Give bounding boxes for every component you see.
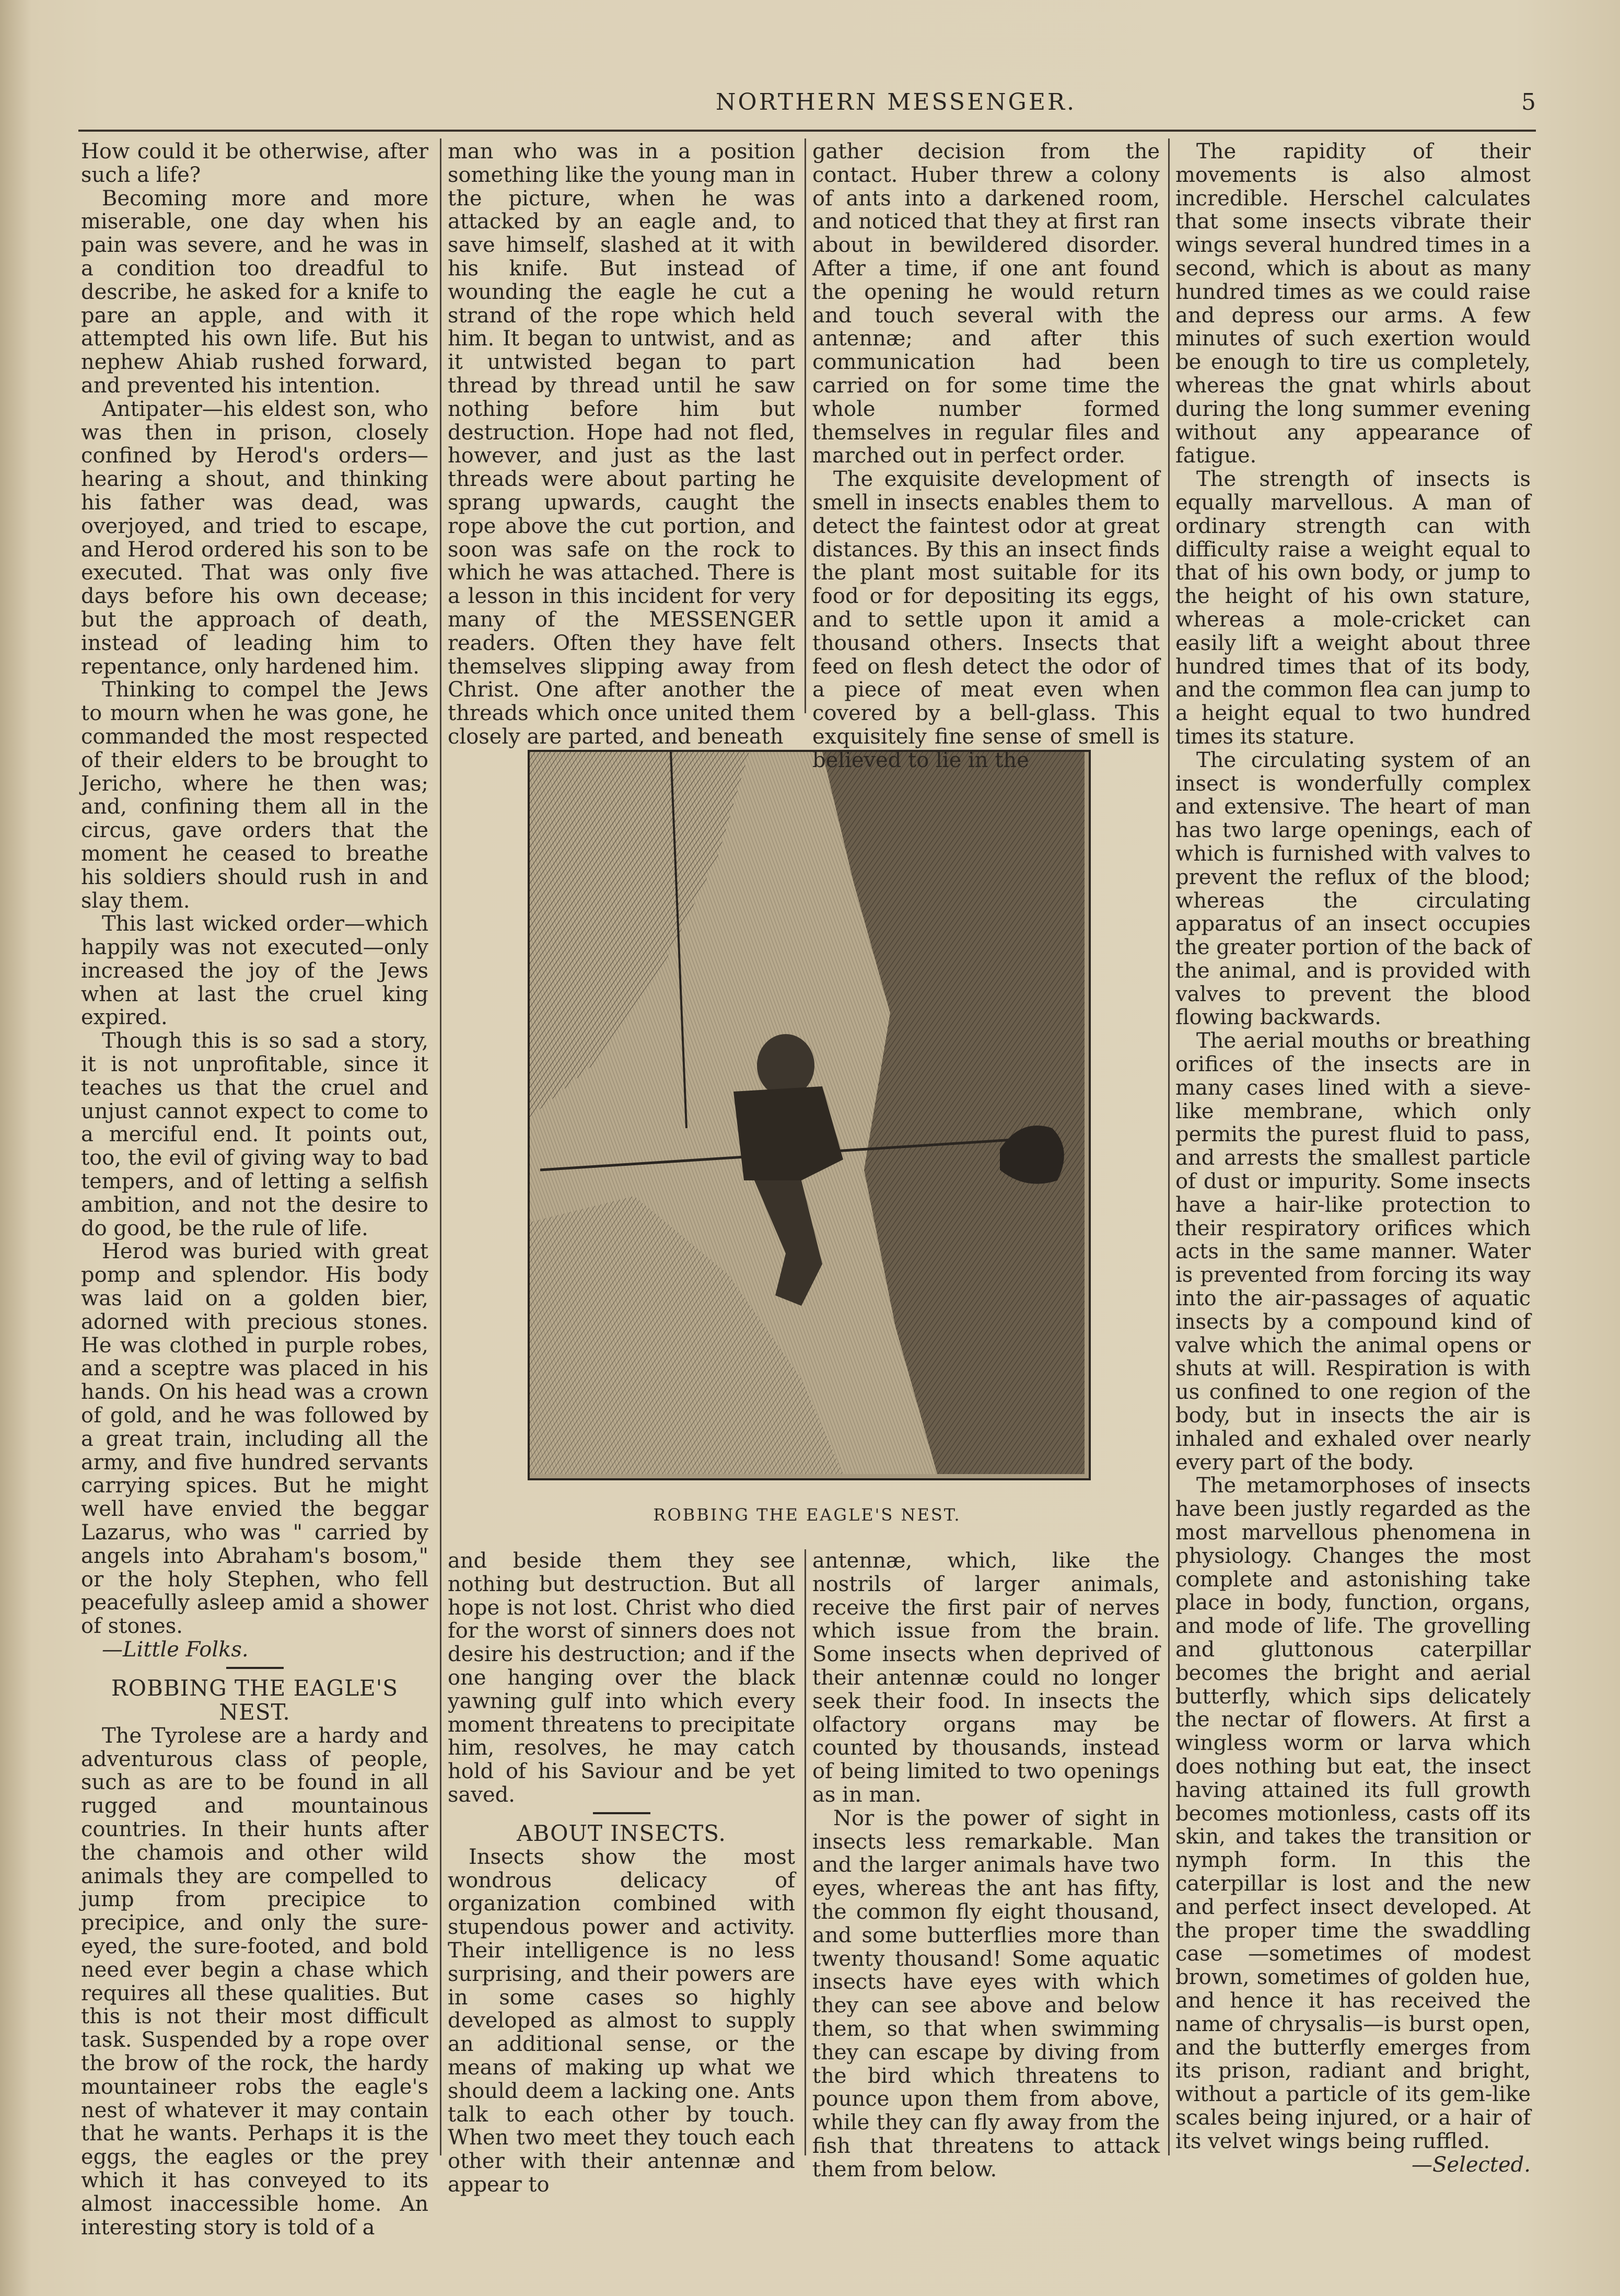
paragraph: The strength of insects is equally marvellous. A man of ordinary strength can with difficulty raise a weight equal to that of his own body, or jump to the height of his own stature, whereas a mole-cricket can easily lift a weight about three hundred times that of its body, and the common flea can jump to a height equal to two hundred times its stature. xyxy=(1175,467,1531,749)
column-rule xyxy=(1168,138,1170,2155)
column-rule xyxy=(805,138,806,713)
paragraph: The circulating system of an insect is wonderfully complex and extensive. The heart of man has two large openings, each of which is furnished with valves to prevent the reflux of the blood; whereas the circulating apparatus of an insect occupies the greater portion of the back of the animal, and is provided with valves to prevent the blood flowing backwards. xyxy=(1175,748,1531,1030)
paragraph: Thinking to compel the Jews to mourn when he was gone, he commanded the most respected of their elders to be brought to Jericho, where he then was; and, confining them all in the circus, gave orders that the moment he ceased to breathe his soldiers should rush in and slay them. xyxy=(81,678,428,913)
column-3 xyxy=(812,140,1160,772)
paragraph: Becoming more and more miserable, one day when his pain was severe, and he was in a condition too dreadful to describe, he asked for a knife to pare an apple, and with it attempted his own life. But his nephew Ahiab rushed forward, and prevented his intention. xyxy=(81,186,428,398)
paragraph: The rapidity of their movements is also almost incredible. Herschel calculates that some insects vibrate their wings several hundred times in a second, which is about as many hundred times as we could raise and depress our arms. A few minutes of such exertion would be enough to tire us completely, whereas the gnat whirls about during the long summer evening without any appearance of fatigue. xyxy=(1175,140,1531,468)
publication-title: NORTHERN MESSENGER. xyxy=(716,89,1077,115)
paragraph: man who was in a position something like the young man in the picture, when he was attacked by an eagle and, to save himself, slashed at it with his knife. But instead of wounding the eagle he cut a strand of the rope which held him. It began to untwist, and as it untwisted began to part thread by thread until he saw nothing before him but destruction. Hope had not fled, however, and just as the last threads were about parting he sprang upwards, caught the rope above the cut portion, and soon was safe on the rock to which he was attached. There is a lesson in this incident for very many of the MESSENGER readers. Often they have felt themselves slipping away from Christ. One after another the threads which once united them closely are parted, and beneath xyxy=(448,140,795,749)
column-4 xyxy=(1175,140,1531,2176)
article-signature: —Selected. xyxy=(1411,2152,1531,2177)
article-heading: ROBBING THE EAGLE'S NEST. xyxy=(111,1675,399,1725)
article-signature: —Little Folks. xyxy=(102,1638,249,1662)
climber-engraving xyxy=(530,752,1085,1474)
paragraph: antennæ, which, like the nostrils of larger animals, receive the first pair of nerves which issue from the brain. Some insects when deprived of their antennæ could no longer seek their food. In insects the olfactory organs may be counted by thousands, instead of being limited to two openings as in man. xyxy=(812,1549,1160,1807)
masthead-rule xyxy=(78,130,1536,132)
paragraph: The Tyrolese are a hardy and adventurous class of people, such as are to be found in all rugged and mountainous countries. In their hunts after the chamois and other wild animals they are compelled to jump from precipice to precipice, and only the sure-eyed, the sure-footed, and bold need ever begin a chase which requires all these qualities. But this is not their most difficult task. Suspended by a rope over the brow of the rock, the hardy mountaineer robs the eagle's nest of whatever it may contain that he wants. Perhaps it is the eggs, the eagles or the prey which it has conveyed to its almost inaccessible home. An interesting story is told of a xyxy=(81,1723,428,2240)
paragraph: Nor is the power of sight in insects less remarkable. Man and the larger animals have two eyes, whereas the ant has fifty, the common fly eight thousand, and some butterflies more than twenty thousand! Some aquatic insects have eyes with which they can see above and below them, so that when swimming they can escape by diving from the bird which threatens to pounce upon them from above, while they can fly away from the fish that threatens to attack them from below. xyxy=(812,1806,1160,2182)
column-2 xyxy=(448,140,795,749)
paragraph: The exquisite development of smell in insects enables them to detect the faintest odor at great distances. By this an insect finds the plant most suitable for its food or for depositing its eggs, and to settle upon it amid a thousand others. Insects that feed on flesh detect the odor of a piece of meat even when covered by a bell-glass. This exquisitely fine sense of smell is believed to lie in the xyxy=(812,467,1160,772)
section-divider xyxy=(226,1667,284,1669)
paragraph: and beside them they see nothing but destruction. But all hope is not lost. Christ who died for the worst of sinners does not desire his destruction; and if the one hanging over the black yawning gulf into which every moment threatens to precipitate him, resolves, he may catch hold of his Saviour and be yet saved. xyxy=(448,1549,795,1807)
paragraph: Antipater—his eldest son, who was then in prison, closely confined by Herod's orders—hearing a shout, and thinking his father was dead, was overjoyed, and tried to escape, and Herod ordered his son to be executed. That was only five days before his own decease; but the approach of death, instead of leading him to repentance, only hardened him. xyxy=(81,397,428,679)
illustration-caption: ROBBING THE EAGLE'S NEST. xyxy=(653,1505,961,1525)
section-divider xyxy=(593,1812,650,1814)
paragraph: The aerial mouths or breathing orifices of the insects are in many cases lined with a sieve-like membrane, which only permits the purest fluid to pass, and arrests the smallest particle of dust or impurity. Some insects have a hair-like protection to their respiratory orifices which acts in the same manner. Water is prevented from forcing its way into the air-passages of aquatic insects by a compound kind of valve which the animal opens or shuts at will. Respiration is with us confined to one region of the body, but in insects the air is inhaled and exhaled over nearly every part of the body. xyxy=(1175,1029,1531,1475)
column-rule xyxy=(440,138,441,2155)
column-1 xyxy=(81,140,428,2239)
paragraph: This last wicked order—which happily was not executed—only increased the joy of the Jews when at last the cruel king expired. xyxy=(81,912,428,1030)
column-rule xyxy=(805,1549,806,2155)
paragraph: Though this is so sad a story, it is not unprofitable, since it teaches us that the cruel and unjust cannot expect to come to a merciful end. It points out, too, the evil of giving way to bad tempers, and of letting a selfish ambition, and not the desire to do good, be the rule of life. xyxy=(81,1029,428,1240)
engraving-illustration xyxy=(528,750,1091,1480)
paragraph: gather decision from the contact. Huber threw a colony of ants into a darkened room, and noticed that they at first ran about in bewildered disorder. After a time, if one ant found the opening he would return and touch several with the antennæ; and after this communication had been carried on for some time the whole number formed themselves in regular files and marched out in perfect order. xyxy=(812,140,1160,468)
column-3-continued xyxy=(812,1549,1160,2182)
page-number: 5 xyxy=(1521,89,1536,115)
paragraph: Herod was buried with great pomp and splendor. His body was laid on a golden bier, adorned with precious stones. He was clothed in purple robes, and a sceptre was placed in his hands. On his head was a crown of gold, and he was followed by a great train, including all the army, and five hundred servants carrying spices. But he might well have envied the beggar Lazarus, who was " carried by angels into Abraham's bosom," or the holy Stephen, who fell peacefully asleep amid a shower of stones. xyxy=(81,1239,428,1639)
column-2-continued xyxy=(448,1549,795,2197)
paragraph: The metamorphoses of insects have been justly regarded as the most marvellous phenomena in physiology. Changes the most complete and astonishing take place in body, function, organs, and mode of life. The grovelling and gluttonous caterpillar becomes the bright and aerial butterfly, which sips delicately the nectar of flowers. At first a wingless worm or larva which does nothing but eat, the insect having attained its full growth becomes motionless, casts off its skin, and takes the transition or nymph form. In this the caterpillar is lost and the new and perfect insect developed. At the proper time the swaddling case —sometimes of modest brown, sometimes of golden hue, and hence it has received the name of chrysalis—is burst open, and the butterfly emerges from its prison, radiant and bright, without a particle of its gem-like scales being injured, or a hair of its velvet wings being ruffled. xyxy=(1175,1474,1531,2153)
paragraph: Insects show the most wondrous delicacy of organization combined with stupendous power and activity. Their intelligence is no less surprising, and their powers are in some cases so highly developed as almost to supply an additional sense, or the means of making up what we should deem a lacking one. Ants talk to each other by touch. When two meet they touch each other with their antennæ and appear to xyxy=(448,1845,795,2197)
masthead xyxy=(73,84,1536,125)
paragraph: How could it be otherwise, after such a life? xyxy=(81,140,428,187)
article-heading: ABOUT INSECTS. xyxy=(517,1820,726,1846)
